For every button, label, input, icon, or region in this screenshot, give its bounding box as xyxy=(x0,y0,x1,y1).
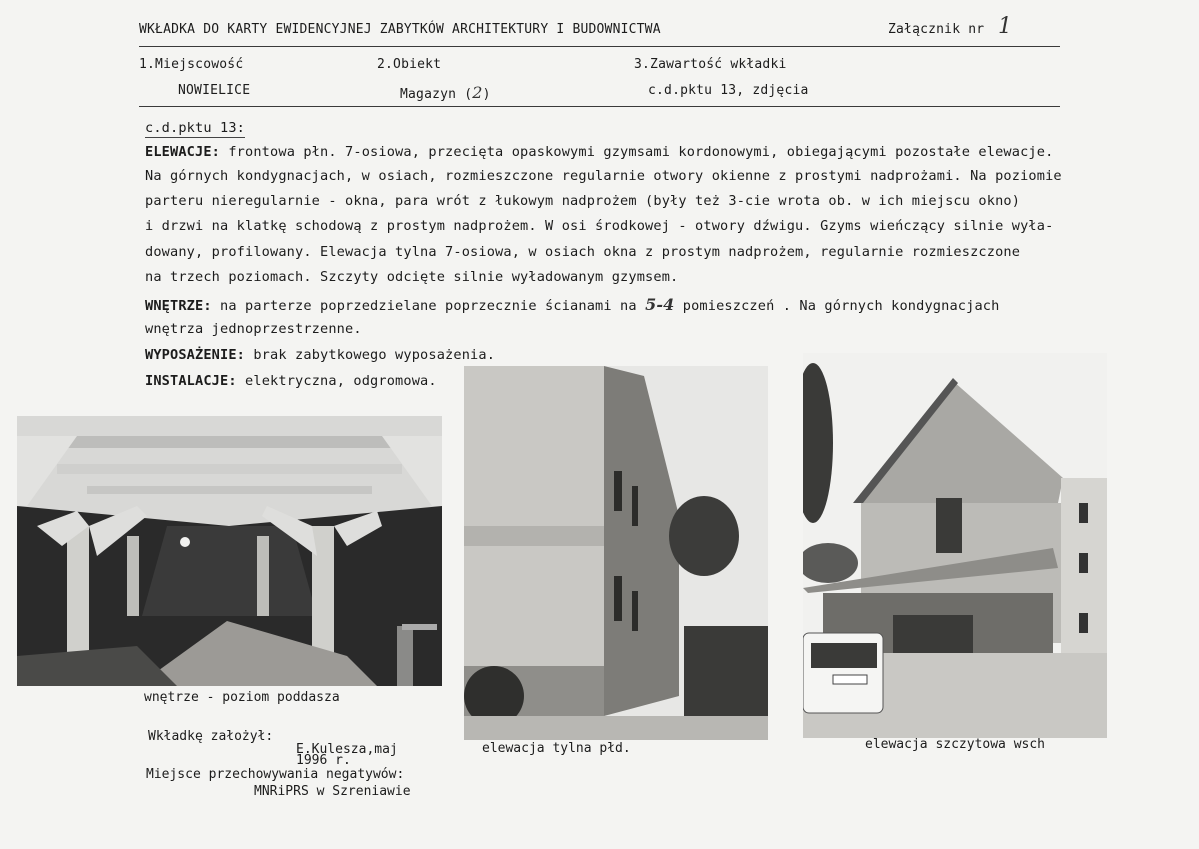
field-object-value: Magazyn (2) xyxy=(400,83,491,102)
wnetrze-handwritten-number: 5-4 xyxy=(645,295,675,314)
caption-rear-elevation: elewacja tylna płd. xyxy=(482,741,631,756)
founder-name: E.Kulesza,maj xyxy=(296,742,398,757)
elewacje-line-1: ELEWACJE: frontowa płn. 7-osiowa, przecięta opaskowymi gzymsami kordonowymi, obiegającymi pozostałe elewacje. xyxy=(145,144,1054,160)
founder-year: 1996 r. xyxy=(296,753,351,768)
instalacje-line: INSTALACJE: elektryczna, odgromowa. xyxy=(145,373,437,389)
field-locality-value: NOWIELICE xyxy=(178,83,251,98)
negatives-place: MNRiPRS w Szreniawie xyxy=(254,784,411,799)
wnetrze-line-1: WNĘTRZE: na parterze poprzedzielane poprzecznie ścianami na 5-4 pomieszczeń . Na górnych kondygnacjach xyxy=(145,295,1000,314)
elewacje-line-6: na trzech poziomach. Szczyty odcięte silnie wyładowanym gzymsem. xyxy=(145,269,679,285)
document-title: WKŁADKA DO KARTY EWIDENCYJNEJ ZABYTKÓW ARCHITEKTURY I BUDOWNICTWA xyxy=(139,22,661,37)
wnetrze-line-2: wnętrza jednoprzestrzenne. xyxy=(145,321,362,337)
elewacje-line-5: dowany, profilowany. Elewacja tylna 7-osiowa, w osiach okna z prostym nadprożem, regularnie rozmieszczone xyxy=(145,244,1021,260)
header-rule xyxy=(139,46,1060,47)
negatives-label: Miejsce przechowywania negatywów: xyxy=(146,767,405,782)
caption-attic-interior: wnętrze - poziom poddasza xyxy=(144,690,340,705)
caption-gable-elevation: elewacja szczytowa wsch xyxy=(865,737,1046,752)
fields-rule xyxy=(139,106,1060,107)
attachment-label: Załącznik nr xyxy=(888,22,985,37)
wyposazenie-line: WYPOSAŻENIE: brak zabytkowego wyposażenia. xyxy=(145,347,496,363)
section-heading: c.d.pktu 13: xyxy=(145,120,246,136)
field-contents-value: c.d.pktu 13, zdjęcia xyxy=(648,83,809,98)
elewacje-line-3: parteru nieregularnie - okna, para wrót z łukowym nadprożem (były też 3-cie wrota ob. w ich miejscu okno) xyxy=(145,193,1021,209)
field-locality-label: 1.Miejscowość xyxy=(139,57,244,72)
elewacje-line-4: i drzwi na klatkę schodową z prostym nadprożem. W osi środkowej - otwory dźwigu. Gzyms wieńczący silnie wyła- xyxy=(145,218,1054,234)
photo-rear-elevation xyxy=(464,366,768,740)
attachment-number: 1 xyxy=(998,14,1012,39)
field-object-label: 2.Obiekt xyxy=(377,57,442,72)
photo-gable-elevation xyxy=(803,353,1107,738)
photo-attic-interior xyxy=(17,416,442,686)
field-contents-label: 3.Zawartość wkładki xyxy=(634,57,787,72)
elewacje-line-2: Na górnych kondygnacjach, w osiach, rozmieszczone regularnie otwory okienne z prostymi nadprożami. Na poziomie xyxy=(145,168,1062,184)
founder-label: Wkładkę założył: xyxy=(148,729,274,744)
